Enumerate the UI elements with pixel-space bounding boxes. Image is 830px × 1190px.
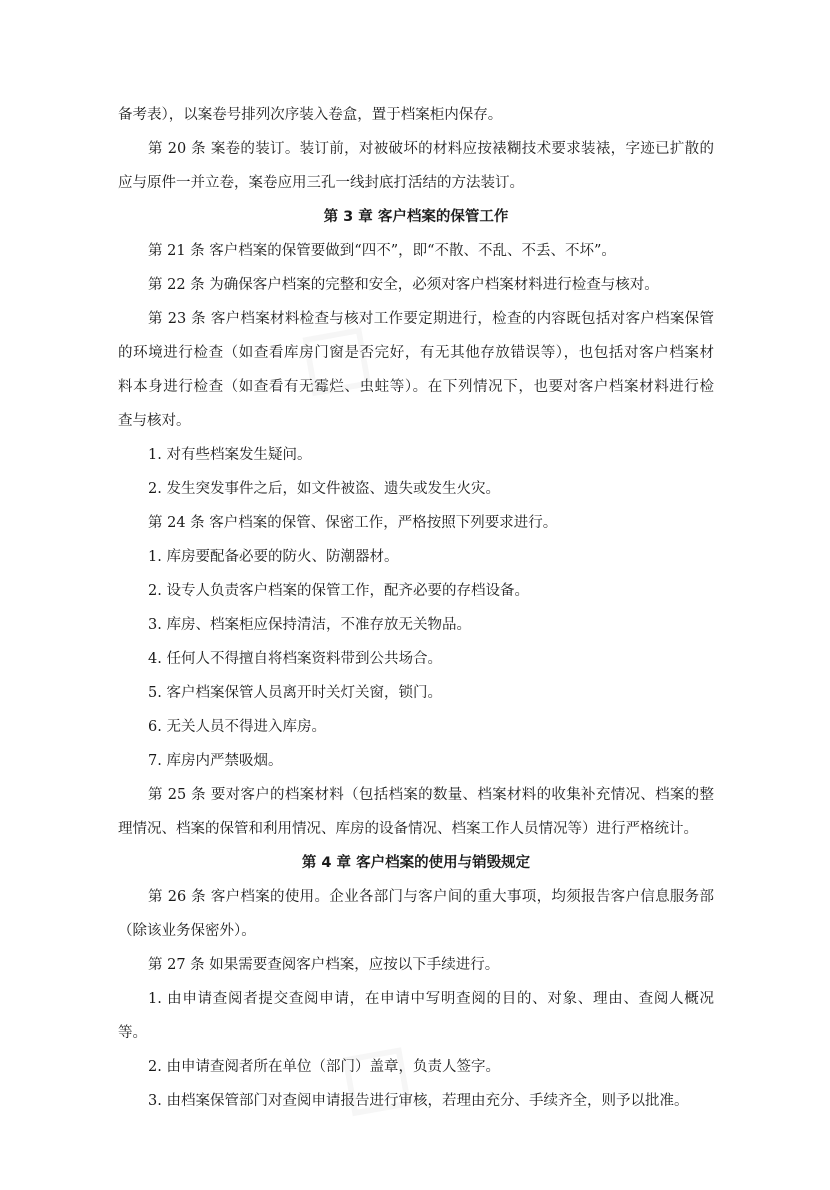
text-line: 7. 库房内严禁吸烟。 — [148, 753, 283, 769]
paragraph-art24-5 — [118, 676, 714, 710]
text-line: 第 21 条 客户档案的保管要做到“四不”，即“不散、不乱、不丢、不坏”。 — [148, 243, 616, 259]
document-body — [118, 98, 714, 1118]
text-line: 第 24 条 客户档案的保管、保密工作，严格按照下列要求进行。 — [148, 515, 558, 531]
paragraph-art27-1 — [118, 982, 714, 1050]
text-line: 应与原件一并立卷，案卷应用三孔一线封底打活结的方法装订。 — [118, 175, 524, 191]
paragraph-art27-3 — [118, 1084, 714, 1118]
paragraph-art23-1 — [118, 438, 714, 472]
text-line: 料本身进行检查（如查看有无霉烂、虫蛀等）。在下列情况下，也要对客户档案材料进行检 — [118, 379, 714, 395]
paragraph-art26 — [118, 880, 714, 948]
paragraph-art27 — [118, 948, 714, 982]
text-line: 1. 库房要配备必要的防火、防潮器材。 — [148, 549, 399, 565]
paragraph-art24-1 — [118, 540, 714, 574]
text-line: 等。 — [118, 1025, 147, 1041]
text-line: 第 20 条 案卷的装订。装订前，对被破坏的材料应按裱糊技术要求装裱，字迹已扩散的 — [148, 141, 714, 157]
text-line: 1. 对有些档案发生疑问。 — [148, 447, 312, 463]
text-line: 第 26 条 客户档案的使用。企业各部门与客户间的重大事项，均须报告客户信息服务部 — [148, 889, 714, 905]
text-line: 3. 库房、档案柜应保持清洁，不准存放无关物品。 — [148, 617, 471, 633]
paragraph-art24 — [118, 506, 714, 540]
paragraph-art24-4 — [118, 642, 714, 676]
text-line: 2. 设专人负责客户档案的保管工作，配齐必要的存档设备。 — [148, 583, 529, 599]
text-line: 查与核对。 — [118, 413, 191, 429]
text-line: 1. 由申请查阅者提交查阅申请，在申请中写明查阅的目的、对象、理由、查阅人概况 — [148, 991, 714, 1007]
chapter-heading: 第 4 章 客户档案的使用与销毁规定 — [301, 855, 531, 871]
text-line: （除该业务保密外）。 — [118, 923, 256, 939]
text-line: 4. 任何人不得擅自将档案资料带到公共场合。 — [148, 651, 442, 667]
paragraph-art20 — [118, 132, 714, 200]
paragraph-art22 — [118, 268, 714, 302]
paragraph-art27-2 — [118, 1050, 714, 1084]
paragraph-art24-3 — [118, 608, 714, 642]
paragraph-art25 — [118, 778, 714, 846]
text-line: 2. 发生突发事件之后，如文件被盗、遗失或发生火灾。 — [148, 481, 500, 497]
paragraph-art24-6 — [118, 710, 714, 744]
paragraph-art21 — [118, 234, 714, 268]
text-line: 第 25 条 要对客户的档案材料（包括档案的数量、档案材料的收集补充情况、档案的整 — [148, 787, 714, 803]
paragraph-art24-2 — [118, 574, 714, 608]
text-line: 第 23 条 客户档案材料检查与核对工作要定期进行，检查的内容既包括对客户档案保管 — [148, 311, 714, 327]
text-line: 2. 由申请查阅者所在单位（部门）盖章，负责人签字。 — [148, 1059, 500, 1075]
paragraph-art23-2 — [118, 472, 714, 506]
paragraph-art24-7 — [118, 744, 714, 778]
paragraph-p1 — [118, 98, 714, 132]
text-line: 第 22 条 为确保客户档案的完整和安全，必须对客户档案材料进行检查与核对。 — [148, 277, 659, 293]
text-line: 3. 由档案保管部门对查阅申请报告进行审核，若理由充分、手续齐全，则予以批准。 — [148, 1093, 689, 1109]
text-line: 备考表），以案卷号排列次序装入卷盒，置于档案柜内保存。 — [118, 107, 503, 123]
text-line: 的环境进行检查（如查看库房门窗是否完好，有无其他存放错误等），也包括对客户档案材 — [118, 345, 714, 361]
text-line: 第 27 条 如果需要查阅客户档案，应按以下手续进行。 — [148, 957, 500, 973]
text-line: 6. 无关人员不得进入库房。 — [148, 719, 326, 735]
text-line: 5. 客户档案保管人员离开时关灯关窗，锁门。 — [148, 685, 442, 701]
paragraph-art23 — [118, 302, 714, 438]
chapter-heading: 第 3 章 客户档案的保管工作 — [323, 209, 509, 225]
text-line: 理情况、档案的保管和利用情况、库房的设备情况、档案工作人员情况等）进行严格统计。 — [118, 821, 698, 837]
